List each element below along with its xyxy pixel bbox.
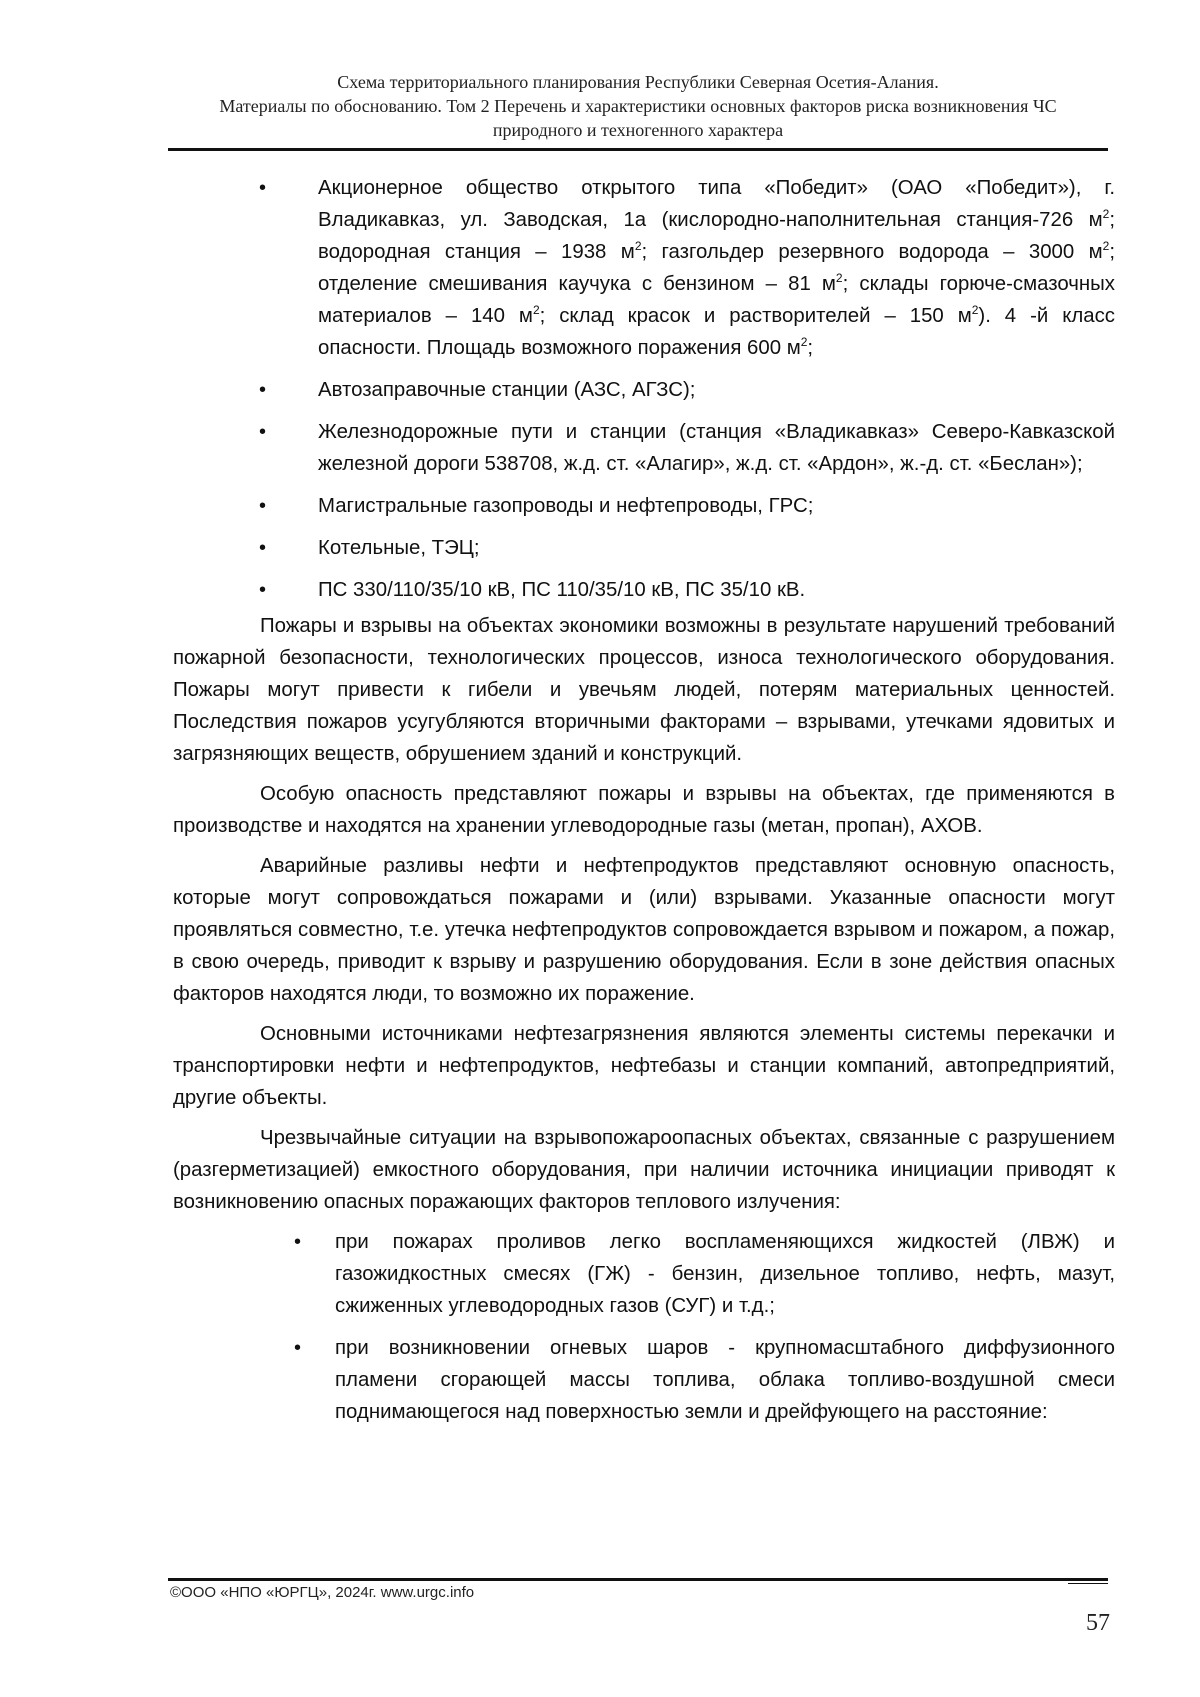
list-item: [173, 532, 1115, 564]
list-item: [173, 490, 1115, 522]
bullet-icon: •: [294, 1231, 302, 1253]
page-header: [168, 70, 1108, 142]
list-item-text: ПС 330/110/35/10 кВ, ПС 110/35/10 кВ, ПС 35/10 кВ.: [318, 579, 806, 601]
bullet-icon: •: [259, 579, 267, 601]
bullet-icon: •: [259, 177, 267, 199]
bullet-icon: •: [259, 537, 267, 559]
list-item-text: Акционерное общество открытого типа «Победит» (ОАО «Победит»), г. Владикавказ, ул. Заводская, 1а (кислородно-наполнительная станция-726 $м^2$; водородная станция – 1938 $м^2$; газгольдер резервного водорода – 3000 $м^2$; отделение смешивания каучука с бензином – 81 $м^2$; склады горюче-смазочных материалов – 140 $м^2$; склад красок и растворителей – 150 $м^2$). 4 -й класс опасности. Площадь возможного поражения 600 $м^2$;: [318, 177, 1116, 359]
document-body: [173, 172, 1115, 1428]
paragraph-special-danger: Особую опасность представляют пожары и взрывы на объектах, где применяются в производстве и находятся на хранении углеводородные газы (метан, пропан), АХОВ.: [173, 783, 1115, 837]
footer-divider: [168, 1578, 1108, 1581]
list-item: [173, 374, 1115, 406]
header-line-1: Схема территориального планирования Республики Северная Осетия-Алания.: [337, 72, 939, 92]
header-divider: [168, 148, 1108, 151]
list-item: [173, 1332, 1115, 1428]
bullet-icon: •: [294, 1337, 302, 1359]
list-item-text: при возникновении огневых шаров - крупномасштабного диффузионного пламени сгорающей массы топлива, облака топливо-воздушной смеси поднимающегося над поверхностью земли и дрейфующего на расстояние:: [335, 1337, 1115, 1423]
paragraph-fires-explosions: Пожары и взрывы на объектах экономики возможны в результате нарушений требований пожарной безопасности, технологических процессов, износа технологического оборудования. Пожары могут привести к гибели и увечьям людей, потерям материальных ценностей. Последствия пожаров усугубляются вторичными факторами – взрывами, утечками ядовитых и загрязняющих веществ, обрушением зданий и конструкций.: [173, 615, 1115, 765]
hazard-objects-list: [173, 172, 1115, 606]
bullet-icon: •: [259, 379, 267, 401]
list-item-text: Магистральные газопроводы и нефтепроводы, ГРС;: [318, 495, 814, 517]
list-item-text: Железнодорожные пути и станции (станция «Владикавказ» Северо-Кавказской железной дороги 538708, ж.д. ст. «Алагир», ж.д. ст. «Ардон», ж.-д. ст. «Беслан»);: [318, 421, 1115, 475]
list-item-text: Автозаправочные станции (АЗС, АГЗС);: [318, 379, 696, 401]
paragraph-emergency-situations: Чрезвычайные ситуации на взрывопожароопасных объектах, связанные с разрушением (разгерметизацией) емкостного оборудования, при наличии источника инициации приводят к возникновению опасных поражающих факторов теплового излучения:: [173, 1127, 1115, 1213]
list-item-text: Котельные, ТЭЦ;: [318, 537, 480, 559]
list-item: [173, 172, 1115, 364]
list-item: [173, 416, 1115, 480]
paragraph-pollution-sources: Основными источниками нефтезагрязнения являются элементы системы перекачки и транспортировки нефти и нефтепродуктов, нефтебазы и станции компаний, автопредприятий, другие объекты.: [173, 1023, 1115, 1109]
header-line-2: Материалы по обоснованию. Том 2 Перечень и характеристики основных факторов риска возникновения ЧС: [219, 96, 1057, 116]
header-line-3: природного и техногенного характера: [492, 120, 784, 140]
footer-copyright: ©ООО «НПО «ЮРГЦ», 2024г. www.urgc.info: [170, 1584, 475, 1601]
bullet-icon: •: [259, 495, 267, 517]
thermal-radiation-list: [173, 1226, 1115, 1428]
bullet-icon: •: [259, 421, 267, 443]
page-number: 57: [1086, 1610, 1110, 1636]
list-item-text: при пожарах проливов легко воспламеняющихся жидкостей (ЛВЖ) и газожидкостных смесях (ГЖ) - бензин, дизельное топливо, нефть, мазут, сжиженных углеводородных газов (СУГ) и т.д.;: [335, 1231, 1115, 1317]
paragraph-oil-spills: Аварийные разливы нефти и нефтепродуктов представляют основную опасность, которые могут сопровождаться пожарами и (или) взрывами. Указанные опасности могут проявляться совместно, т.е. утечка нефтепродуктов сопровождается взрывом и пожаром, а пожар, в свою очередь, приводит к взрыву и разрушению оборудования. Если в зоне действия опасных факторов находятся люди, то возможно их поражение.: [173, 855, 1115, 1005]
list-item: [173, 1226, 1115, 1322]
list-item: [173, 574, 1115, 606]
